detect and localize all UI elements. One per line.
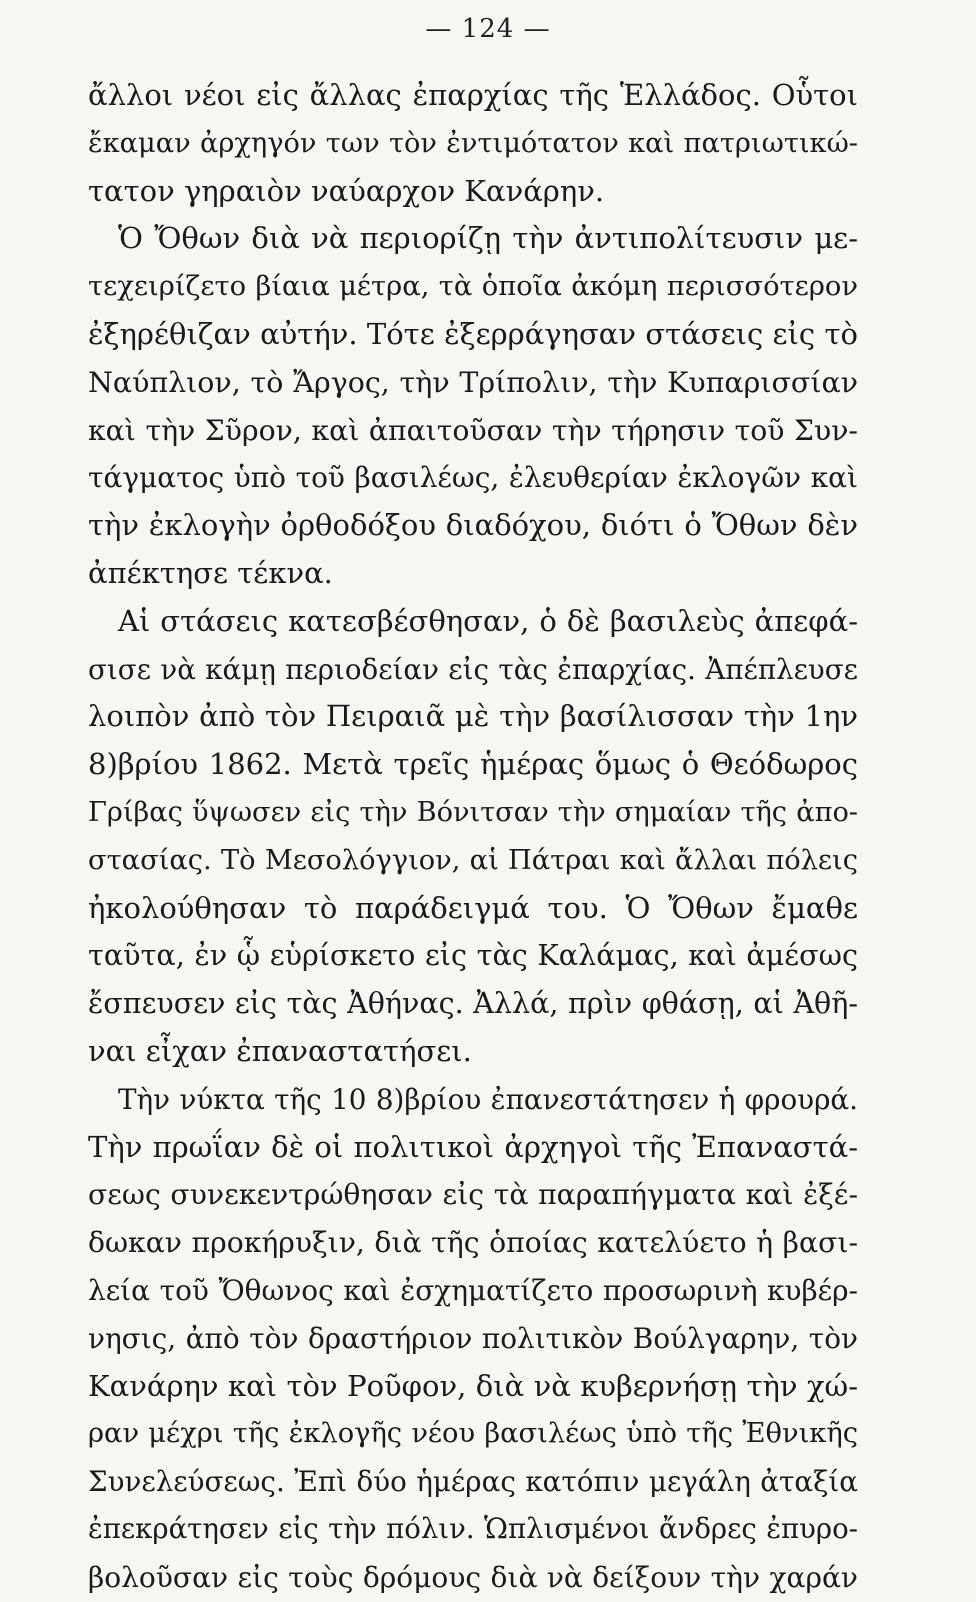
- text-line: ραν μέχρι τῆς ἐκλογῆς νέου βασιλέως ὑπὸ τῆς Ἐθνικῆς: [88, 1418, 858, 1450]
- text-line: σεως συνεκεντρώθησαν εἰς τὰ παραπήγματα καὶ ἐξέ-: [88, 1178, 858, 1212]
- text-line: σισε νὰ κάμῃ περιοδείαν εἰς τὰς ἐπαρχίας. Ἀπέπλευσε: [88, 652, 858, 686]
- text-line: ἀπέκτησε τέκνα.: [88, 555, 333, 590]
- text-line: ταῦτα, ἐν ᾧ εὑρίσκετο εἰς τὰς Καλάμας, καὶ ἀμέσως: [88, 938, 858, 973]
- text-line: Ναύπλιον, τὸ Ἄργος, τὴν Τρίπολιν, τὴν Κυπαρισσίαν: [88, 365, 858, 399]
- text-line: Γρίβας ὕψωσεν εἰς τὴν Βόνιτσαν τὴν σημαίαν τῆς ἀπο-: [88, 796, 858, 828]
- text-line: Κανάρην καὶ τὸν Ροῦφον, διὰ νὰ κυβερνήσῃ τὴν χώ-: [88, 1368, 858, 1403]
- text-line: στασίας. Τὸ Μεσολόγγιον, αἱ Πάτραι καὶ ἄλλαι πόλεις: [88, 844, 858, 876]
- paragraph-start-line: Αἱ στάσεις κατεσβέσθησαν, ὁ δὲ βασιλεὺς ἀπεφά-: [118, 603, 858, 638]
- paragraph-start-line: Ὁ Ὄθων διὰ νὰ περιορίζῃ τὴν ἀντιπολίτευσιν με-: [118, 221, 858, 256]
- text-line: Συνελεύσεως. Ἐπὶ δύο ἡμέρας κατόπιν μεγάλη ἀταξία: [88, 1465, 858, 1499]
- text-line: καὶ τὴν Σῦρον, καὶ ἀπαιτοῦσαν τὴν τήρησιν τοῦ Συν-: [88, 413, 858, 447]
- text-line: Τὴν πρωΐαν δὲ οἱ πολιτικοὶ ἀρχηγοὶ τῆς Ἐπαναστά-: [88, 1129, 858, 1164]
- text-line: τὴν ἐκλογὴν ὀρθοδόξου διαδόχου, διότι ὁ Ὄθων δὲν: [88, 508, 858, 543]
- page-number: — 124 —: [425, 14, 551, 44]
- text-line: ἄλλοι νέοι εἰς ἄλλας ἐπαρχίας τῆς Ἑλλάδος. Οὗτοι: [88, 78, 858, 112]
- text-line: ἠκολούθησαν τὸ παράδειγμά του. Ὁ Ὄθων ἔμαθε: [88, 890, 858, 925]
- text-line: λοιπὸν ἀπὸ τὸν Πειραιᾶ μὲ τὴν βασίλισσαν τὴν 1ην: [88, 699, 858, 734]
- text-line: τεχειρίζετο βίαια μέτρα, τὰ ὁποῖα ἀκόμη περισσότερον: [88, 271, 858, 303]
- text-line: τατον γηραιὸν ναύαρχον Κανάρην.: [88, 173, 605, 208]
- text-line: ἐπεκράτησεν εἰς τὴν πόλιν. Ὡπλισμένοι ἄνδρες ἐπυρο-: [88, 1512, 858, 1545]
- text-line: λεία τοῦ Ὄθωνος καὶ ἐσχηματίζετο προσωρινὴ κυβέρ-: [88, 1273, 858, 1307]
- paragraph-start-line: Τὴν νύκτα τῆς 10 8)βρίου ἐπανεστάτησεν ἡ φρουρά.: [118, 1082, 858, 1116]
- text-line: 8)βρίου 1862. Μετὰ τρεῖς ἡμέρας ὅμως ὁ Θεόδωρος: [88, 747, 858, 782]
- text-line: ἔσπευσεν εἰς τὰς Ἀθήνας. Ἀλλά, πρὶν φθάσῃ, αἱ Ἀθῆ-: [88, 986, 858, 1021]
- text-line: τάγματος ὑπὸ τοῦ βασιλέως, ἐλευθερίαν ἐκλογῶν καὶ: [88, 461, 858, 495]
- body-text: [88, 72, 858, 1602]
- text-line: νησις, ἀπὸ τὸν δραστήριον πολιτικὸν Βούλγαρην, τὸν: [88, 1321, 858, 1355]
- text-line: βολοῦσαν εἰς τοὺς δρόμους διὰ νὰ δείξουν τὴν χαράν: [88, 1560, 858, 1594]
- text-line: ναι εἶχαν ἐπαναστατήσει.: [88, 1033, 472, 1068]
- text-line: δωκαν προκήρυξιν, διὰ τῆς ὁποίας κατελύετο ἡ βασι-: [88, 1226, 858, 1260]
- text-line: ἔκαμαν ἀρχηγόν των τὸν ἐντιμότατον καὶ πατριωτικώ-: [88, 127, 858, 159]
- text-line: ἐξηρέθιζαν αὐτήν. Τότε ἐξερράγησαν στάσεις εἰς τὸ: [88, 316, 858, 351]
